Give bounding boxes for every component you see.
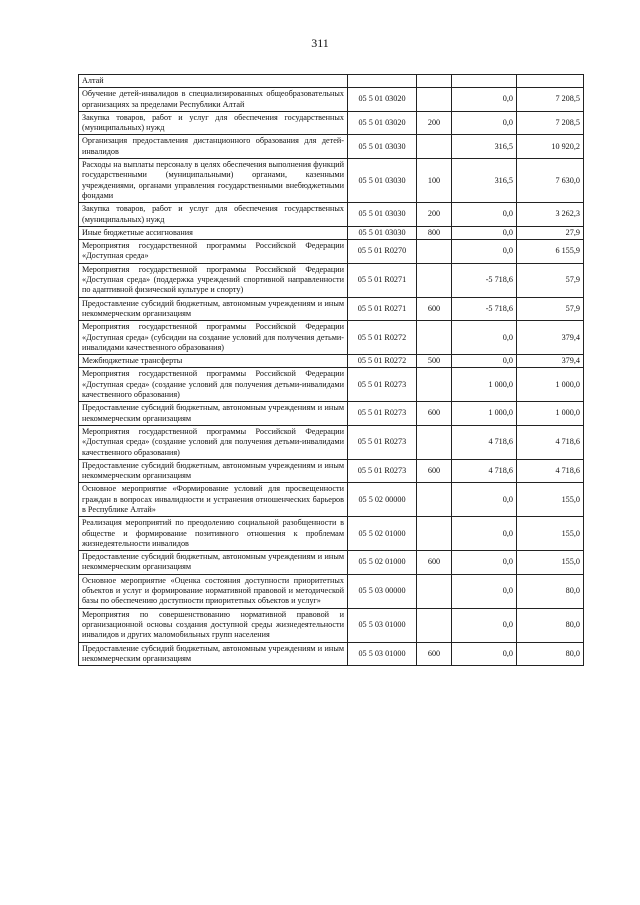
row-sum-2019-cell: -5 718,6 <box>452 263 517 297</box>
row-sum-total-cell: 57,9 <box>517 297 584 321</box>
row-code-cell: 05 5 01 03020 <box>348 111 417 135</box>
table-row <box>79 459 584 483</box>
row-sum-2019-cell: 4 718,6 <box>452 459 517 483</box>
row-name-cell: Организация предоставления дистанционного образования для детей-инвалидов <box>79 135 348 159</box>
row-name-cell: Реализация мероприятий по преодолению социальной разобщенности в обществе и формирование позитивного отношения к проблемам жизнедеятельности инвалидов <box>79 517 348 551</box>
row-name-cell: Предоставление субсидий бюджетным, автономным учреждениям и иным некоммерческим организациям <box>79 642 348 666</box>
budget-table <box>78 74 584 666</box>
table-row <box>79 263 584 297</box>
table-row <box>79 203 584 227</box>
row-name-cell: Расходы на выплаты персоналу в целях обеспечения выполнения функций государственными (муниципальными) органами, казенными учреждениями, органами управления государственными внебюджетными фондами <box>79 159 348 203</box>
row-type-cell <box>417 574 452 608</box>
table-row <box>79 75 584 88</box>
row-type-cell: 600 <box>417 642 452 666</box>
row-sum-2019-cell: 0,0 <box>452 226 517 239</box>
row-code-cell: 05 5 03 00000 <box>348 574 417 608</box>
table-row <box>79 135 584 159</box>
row-type-cell <box>417 425 452 459</box>
row-sum-2019-cell: 316,5 <box>452 159 517 203</box>
row-type-cell <box>417 368 452 402</box>
row-sum-2019-cell: 4 718,6 <box>452 425 517 459</box>
row-name-cell: Закупка товаров, работ и услуг для обеспечения государственных (муниципальных) нужд <box>79 203 348 227</box>
row-sum-total-cell: 1 000,0 <box>517 368 584 402</box>
row-code-cell: 05 5 01 03030 <box>348 203 417 227</box>
row-code-cell <box>348 75 417 88</box>
row-code-cell: 05 5 02 01000 <box>348 551 417 575</box>
row-sum-2019-cell: 0,0 <box>452 483 517 517</box>
row-code-cell: 05 5 01 R0271 <box>348 297 417 321</box>
row-type-cell: 800 <box>417 226 452 239</box>
row-type-cell <box>417 88 452 112</box>
table-row <box>79 425 584 459</box>
row-name-cell: Иные бюджетные ассигнования <box>79 226 348 239</box>
row-type-cell: 200 <box>417 111 452 135</box>
row-type-cell: 100 <box>417 159 452 203</box>
table-row <box>79 608 584 642</box>
row-sum-2019-cell: 0,0 <box>452 574 517 608</box>
row-sum-total-cell: 10 920,2 <box>517 135 584 159</box>
row-code-cell: 05 5 03 01000 <box>348 608 417 642</box>
table-row <box>79 159 584 203</box>
row-sum-2019-cell: 0,0 <box>452 551 517 575</box>
row-name-cell: Мероприятия государственной программы Российской Федерации «Доступная среда» (создание условий для получения детьми-инвалидами качественного образования) <box>79 368 348 402</box>
row-name-cell: Предоставление субсидий бюджетным, автономным учреждениям и иным некоммерческим организациям <box>79 459 348 483</box>
row-sum-total-cell <box>517 75 584 88</box>
row-code-cell: 05 5 03 01000 <box>348 642 417 666</box>
row-type-cell <box>417 608 452 642</box>
row-code-cell: 05 5 01 R0270 <box>348 240 417 264</box>
row-code-cell: 05 5 01 03020 <box>348 88 417 112</box>
row-sum-total-cell: 155,0 <box>517 483 584 517</box>
row-code-cell: 05 5 01 03030 <box>348 159 417 203</box>
row-type-cell: 600 <box>417 551 452 575</box>
row-type-cell <box>417 263 452 297</box>
table-row <box>79 402 584 426</box>
row-name-cell: Предоставление субсидий бюджетным, автономным учреждениям и иным некоммерческим организациям <box>79 551 348 575</box>
table-row <box>79 517 584 551</box>
row-name-cell: Мероприятия государственной программы Российской Федерации «Доступная среда» (поддержка учреждений спортивной направленности по адаптивной физической культуре и спорту) <box>79 263 348 297</box>
table-row <box>79 111 584 135</box>
page-number: 311 <box>311 36 329 50</box>
row-type-cell <box>417 483 452 517</box>
row-code-cell: 05 5 01 R0273 <box>348 459 417 483</box>
row-code-cell: 05 5 01 R0273 <box>348 425 417 459</box>
row-sum-total-cell: 80,0 <box>517 642 584 666</box>
table-row <box>79 368 584 402</box>
row-sum-2019-cell: 0,0 <box>452 321 517 355</box>
budget-table-body <box>79 75 584 666</box>
row-sum-total-cell: 57,9 <box>517 263 584 297</box>
row-sum-2019-cell: 0,0 <box>452 608 517 642</box>
row-sum-total-cell: 155,0 <box>517 551 584 575</box>
row-type-cell <box>417 75 452 88</box>
row-sum-total-cell: 27,9 <box>517 226 584 239</box>
row-name-cell: Мероприятия государственной программы Российской Федерации «Доступная среда» (создание условий для получения детьми-инвалидами качественного образования) <box>79 425 348 459</box>
row-sum-2019-cell: 0,0 <box>452 88 517 112</box>
row-name-cell: Предоставление субсидий бюджетным, автономным учреждениям и иным некоммерческим организациям <box>79 297 348 321</box>
row-code-cell: 05 5 01 03030 <box>348 226 417 239</box>
row-sum-2019-cell: 0,0 <box>452 240 517 264</box>
row-sum-total-cell: 379,4 <box>517 355 584 368</box>
row-sum-2019-cell <box>452 75 517 88</box>
row-type-cell: 500 <box>417 355 452 368</box>
row-type-cell: 600 <box>417 459 452 483</box>
row-type-cell: 200 <box>417 203 452 227</box>
row-type-cell <box>417 240 452 264</box>
row-code-cell: 05 5 01 R0272 <box>348 355 417 368</box>
table-row <box>79 642 584 666</box>
row-sum-2019-cell: 0,0 <box>452 111 517 135</box>
row-sum-total-cell: 7 630,0 <box>517 159 584 203</box>
row-sum-total-cell: 4 718,6 <box>517 425 584 459</box>
row-name-cell: Закупка товаров, работ и услуг для обеспечения государственных (муниципальных) нужд <box>79 111 348 135</box>
table-row <box>79 321 584 355</box>
table-row <box>79 88 584 112</box>
row-code-cell: 05 5 01 R0271 <box>348 263 417 297</box>
row-name-cell: Мероприятия государственной программы Российской Федерации «Доступная среда» <box>79 240 348 264</box>
row-code-cell: 05 5 01 R0272 <box>348 321 417 355</box>
row-code-cell: 05 5 01 R0273 <box>348 368 417 402</box>
row-code-cell: 05 5 02 00000 <box>348 483 417 517</box>
table-row <box>79 297 584 321</box>
row-sum-2019-cell: 0,0 <box>452 203 517 227</box>
row-name-cell: Обучение детей-инвалидов в специализированных общеобразовательных организациях за пределами Республики Алтай <box>79 88 348 112</box>
row-sum-2019-cell: 0,0 <box>452 355 517 368</box>
row-type-cell <box>417 135 452 159</box>
table-row <box>79 355 584 368</box>
row-sum-2019-cell: 0,0 <box>452 517 517 551</box>
table-row <box>79 551 584 575</box>
row-type-cell <box>417 517 452 551</box>
row-code-cell: 05 5 01 R0273 <box>348 402 417 426</box>
row-name-cell: Основное мероприятие «Формирование условий для просвещенности граждан в вопросах инвалидности и устранения отношенческих барьеров в Республике Алтай» <box>79 483 348 517</box>
row-sum-total-cell: 80,0 <box>517 608 584 642</box>
row-type-cell <box>417 321 452 355</box>
row-sum-total-cell: 155,0 <box>517 517 584 551</box>
row-sum-total-cell: 4 718,6 <box>517 459 584 483</box>
row-name-cell: Основное мероприятие «Оценка состояния доступности приоритетных объектов и услуг и формирование нормативной правовой и методической базы по обеспечению доступности приоритетных объектов и услуг» <box>79 574 348 608</box>
row-code-cell: 05 5 02 01000 <box>348 517 417 551</box>
row-sum-total-cell: 7 208,5 <box>517 88 584 112</box>
row-sum-total-cell: 7 208,5 <box>517 111 584 135</box>
row-sum-total-cell: 3 262,3 <box>517 203 584 227</box>
row-sum-total-cell: 80,0 <box>517 574 584 608</box>
table-row <box>79 483 584 517</box>
row-code-cell: 05 5 01 03030 <box>348 135 417 159</box>
row-name-cell: Мероприятия государственной программы Российской Федерации «Доступная среда» (субсидии на создание условий для получения детьми-инвалидами качественного образования) <box>79 321 348 355</box>
table-row <box>79 240 584 264</box>
row-name-cell: Алтай <box>79 75 348 88</box>
row-sum-total-cell: 6 155,9 <box>517 240 584 264</box>
table-row <box>79 226 584 239</box>
table-row <box>79 574 584 608</box>
row-name-cell: Предоставление субсидий бюджетным, автономным учреждениям и иным некоммерческим организациям <box>79 402 348 426</box>
row-type-cell: 600 <box>417 402 452 426</box>
row-sum-total-cell: 379,4 <box>517 321 584 355</box>
row-name-cell: Межбюджетные трансферты <box>79 355 348 368</box>
row-sum-2019-cell: 0,0 <box>452 642 517 666</box>
row-sum-2019-cell: 1 000,0 <box>452 402 517 426</box>
row-sum-2019-cell: -5 718,6 <box>452 297 517 321</box>
row-sum-total-cell: 1 000,0 <box>517 402 584 426</box>
row-name-cell: Мероприятия по совершенствованию нормативной правовой и организационной основы создания доступной среды жизнедеятельности инвалидов и других маломобильных групп населения <box>79 608 348 642</box>
row-sum-2019-cell: 316,5 <box>452 135 517 159</box>
row-type-cell: 600 <box>417 297 452 321</box>
row-sum-2019-cell: 1 000,0 <box>452 368 517 402</box>
